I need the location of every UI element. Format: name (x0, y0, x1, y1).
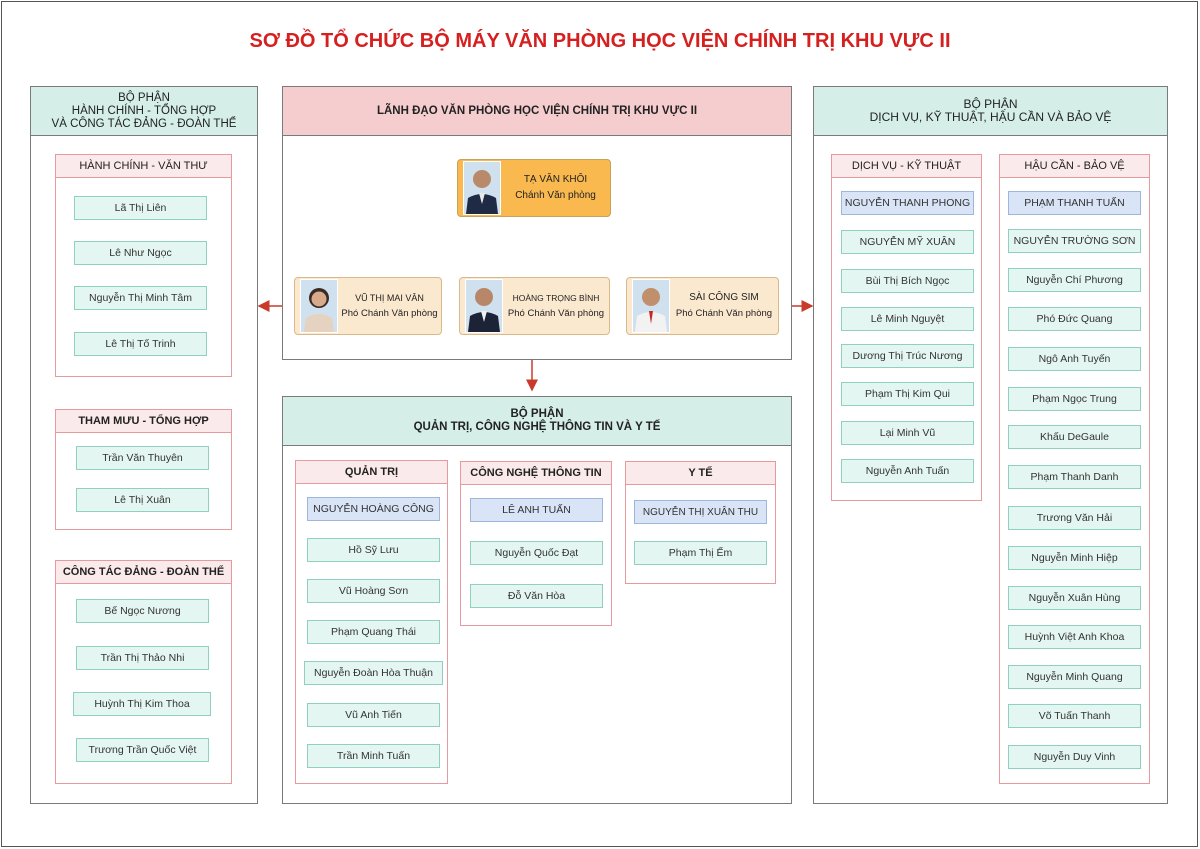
member-card: Huỳnh Việt Anh Khoa (1008, 625, 1141, 649)
member-card: Trương Văn Hải (1008, 506, 1141, 530)
member-card: Phạm Thanh Danh (1008, 465, 1141, 489)
member-card: Lê Minh Nguyệt (841, 307, 974, 331)
group-header: Y TẾ (626, 462, 775, 485)
group-lead-card: NGUYỄN HOÀNG CÔNG (307, 497, 440, 521)
deputy-name: HOÀNG TRỌNG BÌNH (512, 293, 600, 303)
member-card: Võ Tuấn Thanh (1008, 704, 1141, 728)
member-card: Lê Thị Tố Trinh (74, 332, 207, 356)
member-card: Nguyễn Minh Hiệp (1008, 546, 1141, 570)
left-panel-header: BỘ PHẬN HÀNH CHÍNH - TỔNG HỢP VÀ CÔNG TÁC ĐẢNG - ĐOÀN THỂ (31, 87, 257, 136)
member-card: Nguyễn Minh Quang (1008, 665, 1141, 689)
group-lead-card: PHẠM THANH TUẤN (1008, 191, 1141, 215)
deputy-role: Phó Chánh Văn phòng (341, 308, 438, 319)
group-header: CÔNG NGHỆ THÔNG TIN (461, 462, 611, 485)
member-card: Nguyễn Quốc Đạt (470, 541, 603, 565)
member-card: Khấu DeGaule (1008, 425, 1141, 449)
portrait-photo (465, 279, 503, 333)
member-card: Nguyễn Đoàn Hòa Thuận (304, 661, 443, 685)
group-header: HẬU CẦN - BẢO VỆ (1000, 155, 1149, 178)
member-card: Lại Minh Vũ (841, 421, 974, 445)
group-header: THAM MƯU - TỔNG HỢP (56, 410, 231, 433)
deputy-name: SÀI CÔNG SIM (689, 292, 759, 303)
member-card: Phó Đức Quang (1008, 307, 1141, 331)
member-card: Phạm Thị Kim Qui (841, 382, 974, 406)
member-card: Hồ Sỹ Lưu (307, 538, 440, 562)
member-card: Lê Thị Xuân (76, 488, 209, 512)
member-card: Nguyễn Xuân Hùng (1008, 586, 1141, 610)
member-card: Trần Thị Thảo Nhi (76, 646, 209, 670)
chief-name: TẠ VĂN KHÔI (523, 174, 588, 185)
chart-title: SƠ ĐỒ TỔ CHỨC BỘ MÁY VĂN PHÒNG HỌC VIỆN CHÍNH TRỊ KHU VỰC II (249, 30, 951, 52)
portrait-photo (463, 161, 501, 215)
member-card: NGUYỄN TRƯỜNG SƠN (1008, 229, 1141, 253)
member-card: Ngô Anh Tuyến (1008, 347, 1141, 371)
right-panel-header: BỘ PHẬN DỊCH VỤ, KỸ THUẬT, HẬU CẦN VÀ BẢO VỆ (814, 87, 1167, 136)
member-card: Phạm Ngọc Trung (1008, 387, 1141, 411)
deputy-name: VŨ THỊ MAI VÂN (355, 293, 424, 303)
chief-role: Chánh Văn phòng (515, 190, 596, 201)
portrait-photo (300, 279, 338, 333)
deputy-role: Phó Chánh Văn phòng (507, 308, 605, 319)
group-header: DỊCH VỤ - KỸ THUẬT (832, 155, 981, 178)
member-card: Lê Như Ngọc (74, 241, 207, 265)
group-lead-card: LÊ ANH TUẤN (470, 498, 603, 522)
group-header: HÀNH CHÍNH - VĂN THƯ (56, 155, 231, 178)
leadership-header: LÃNH ĐẠO VĂN PHÒNG HỌC VIỆN CHÍNH TRỊ KHU VỰC II (283, 87, 791, 136)
member-card: Dương Thị Trúc Nương (841, 344, 974, 368)
chief-card (457, 159, 611, 217)
member-card: Đỗ Văn Hòa (470, 584, 603, 608)
member-card: Nguyễn Duy Vinh (1008, 745, 1141, 769)
group-lead-card: NGUYỄN THỊ XUÂN THU (634, 500, 767, 524)
member-card: Lã Thị Liên (74, 196, 207, 220)
member-card: NGUYỄN MỸ XUÂN (841, 230, 974, 254)
deputy-card (294, 277, 442, 335)
deputy-role: Phó Chánh Văn phòng (675, 308, 773, 319)
member-card: Huỳnh Thị Kim Thoa (73, 692, 211, 716)
deputy-card (626, 277, 779, 335)
deputy-card (459, 277, 610, 335)
group-header: QUẢN TRỊ (296, 461, 447, 484)
member-card: Trương Trần Quốc Việt (76, 738, 209, 762)
member-card: Trần Minh Tuấn (307, 744, 440, 768)
portrait-photo (632, 279, 670, 333)
member-card: Nguyễn Thị Minh Tâm (74, 286, 207, 310)
member-card: Nguyễn Anh Tuấn (841, 459, 974, 483)
member-card: Vũ Hoàng Sơn (307, 579, 440, 603)
group-header: CÔNG TÁC ĐẢNG - ĐOÀN THỂ (56, 561, 231, 584)
group-lead-card: NGUYỄN THANH PHONG (841, 191, 974, 215)
middle-panel-header: BỘ PHẬN QUẢN TRỊ, CÔNG NGHỆ THÔNG TIN VÀ Y TẾ (283, 397, 791, 446)
member-card: Nguyễn Chí Phương (1008, 268, 1141, 292)
member-card: Phạm Quang Thái (307, 620, 440, 644)
member-card: Bùi Thị Bích Ngọc (841, 269, 974, 293)
member-card: Phạm Thị Ếm (634, 541, 767, 565)
member-card: Trần Văn Thuyên (76, 446, 209, 470)
member-card: Bế Ngọc Nương (76, 599, 209, 623)
member-card: Vũ Anh Tiến (307, 703, 440, 727)
